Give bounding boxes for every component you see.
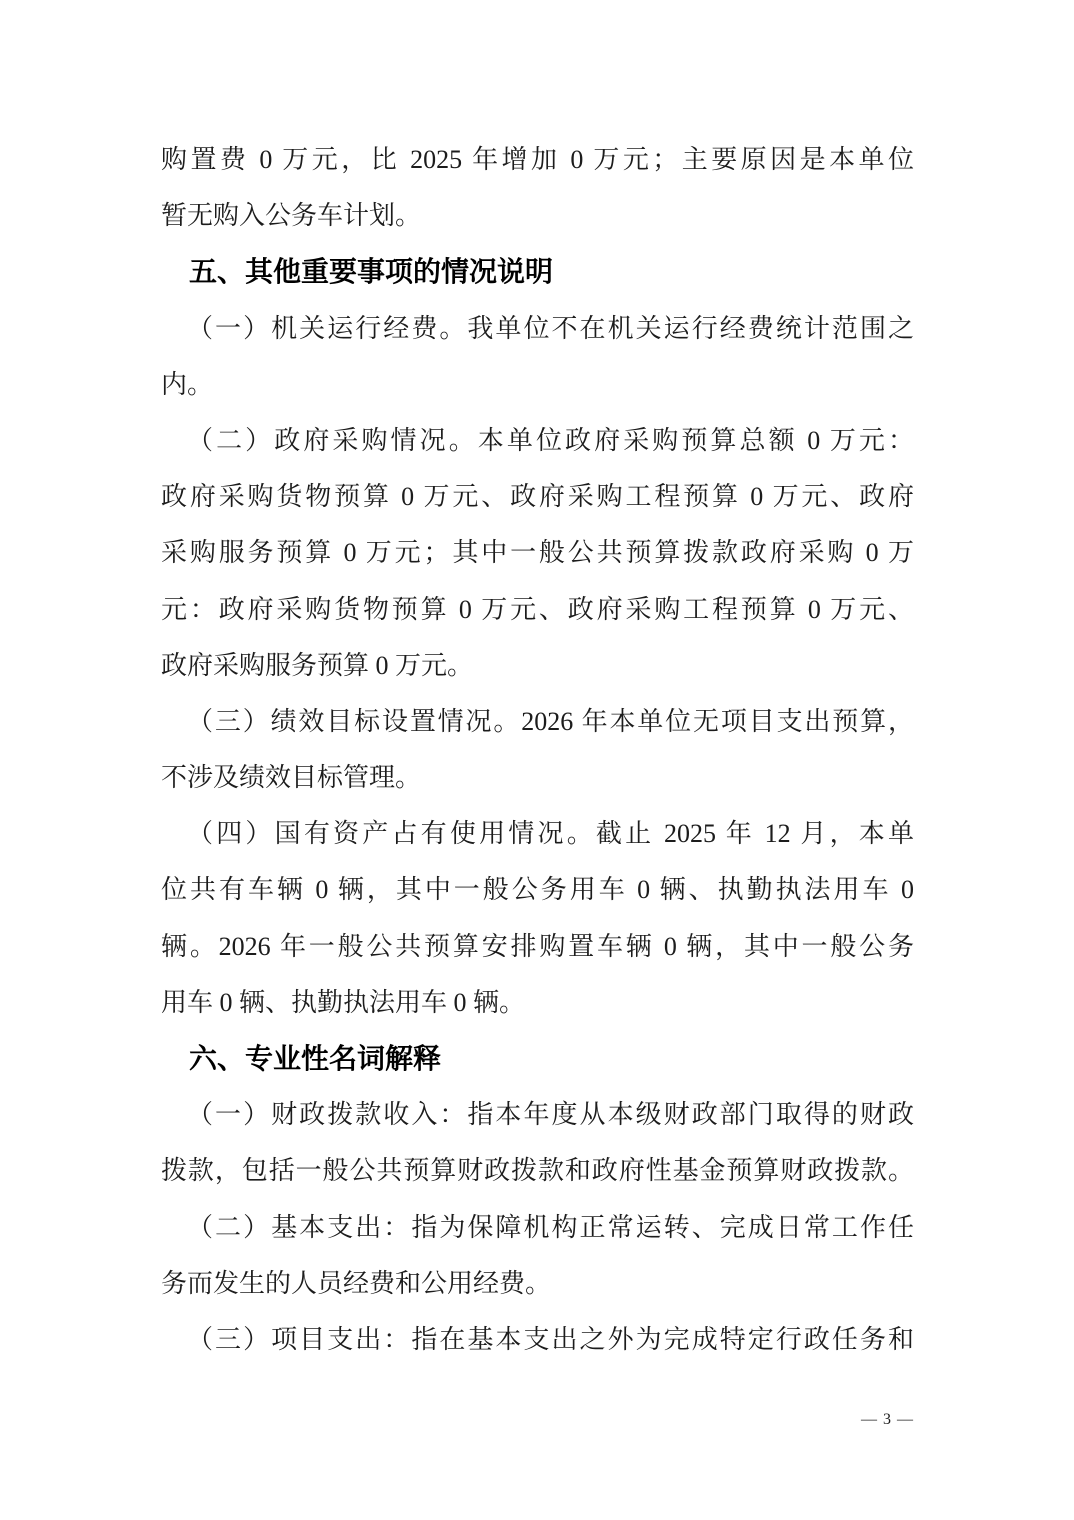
text-line: 内。 (161, 369, 214, 399)
page-footer (861, 1406, 914, 1434)
text-line: 用车 0 辆、执勤执法用车 0 辆。 (161, 987, 526, 1017)
text-line: 暂无购入公务车计划。 (161, 201, 422, 231)
text-line: 辆。2026 年一般公共预算安排购置车辆 0 辆，其中一般公务 (161, 931, 914, 961)
text-line: 不涉及绩效目标管理。 (161, 763, 422, 793)
text-line: 六、专业性名词解释 (189, 1043, 442, 1074)
paragraph (161, 1200, 914, 1312)
document-body (161, 132, 914, 1368)
paragraph (161, 132, 914, 244)
paragraph (161, 413, 914, 694)
text-line: 元：政府采购货物预算 0 万元、政府采购工程预算 0 万元、 (161, 594, 914, 624)
text-line: 采购服务预算 0 万元；其中一般公共预算拨款政府采购 0 万 (161, 538, 914, 568)
paragraph (161, 806, 914, 1031)
text-line: 务而发生的人员经费和公用经费。 (161, 1268, 552, 1298)
text-line: （四）国有资产占有使用情况。截止 2025 年 12 月，本单 (187, 819, 914, 849)
text-line: （三）项目支出：指在基本支出之外为完成特定行政任务和 (187, 1324, 914, 1354)
text-line: 拨款，包括一般公共预算财政拨款和政府性基金预算财政拨款。 (161, 1156, 914, 1186)
text-line: 政府采购货物预算 0 万元、政府采购工程预算 0 万元、政府 (161, 482, 914, 512)
paragraph (161, 694, 914, 806)
text-line: 购置费 0 万元，比 2025 年增加 0 万元；主要原因是本单位 (161, 145, 914, 174)
paragraph (161, 1087, 914, 1199)
paragraph (161, 301, 914, 413)
text-line: 五、其他重要事项的情况说明 (189, 256, 554, 288)
paragraph (161, 1312, 914, 1368)
page-number: — 3 — (861, 1411, 914, 1428)
text-line: （一）机关运行经费。我单位不在机关运行经费统计范围之 (187, 313, 914, 343)
text-line: （二）基本支出：指为保障机构正常运转、完成日常工作任 (187, 1212, 914, 1242)
section-heading (161, 1031, 914, 1087)
text-line: （三）绩效目标设置情况。2026 年本单位无项目支出预算， (187, 706, 914, 736)
text-line: 位共有车辆 0 辆，其中一般公务用车 0 辆、执勤执法用车 0 (161, 875, 914, 905)
text-line: （二）政府采购情况。本单位政府采购预算总额 0 万元： (187, 425, 914, 455)
section-heading (161, 244, 914, 300)
text-line: （一）财政拨款收入：指本年度从本级财政部门取得的财政 (187, 1100, 914, 1130)
text-line: 政府采购服务预算 0 万元。 (161, 650, 474, 680)
